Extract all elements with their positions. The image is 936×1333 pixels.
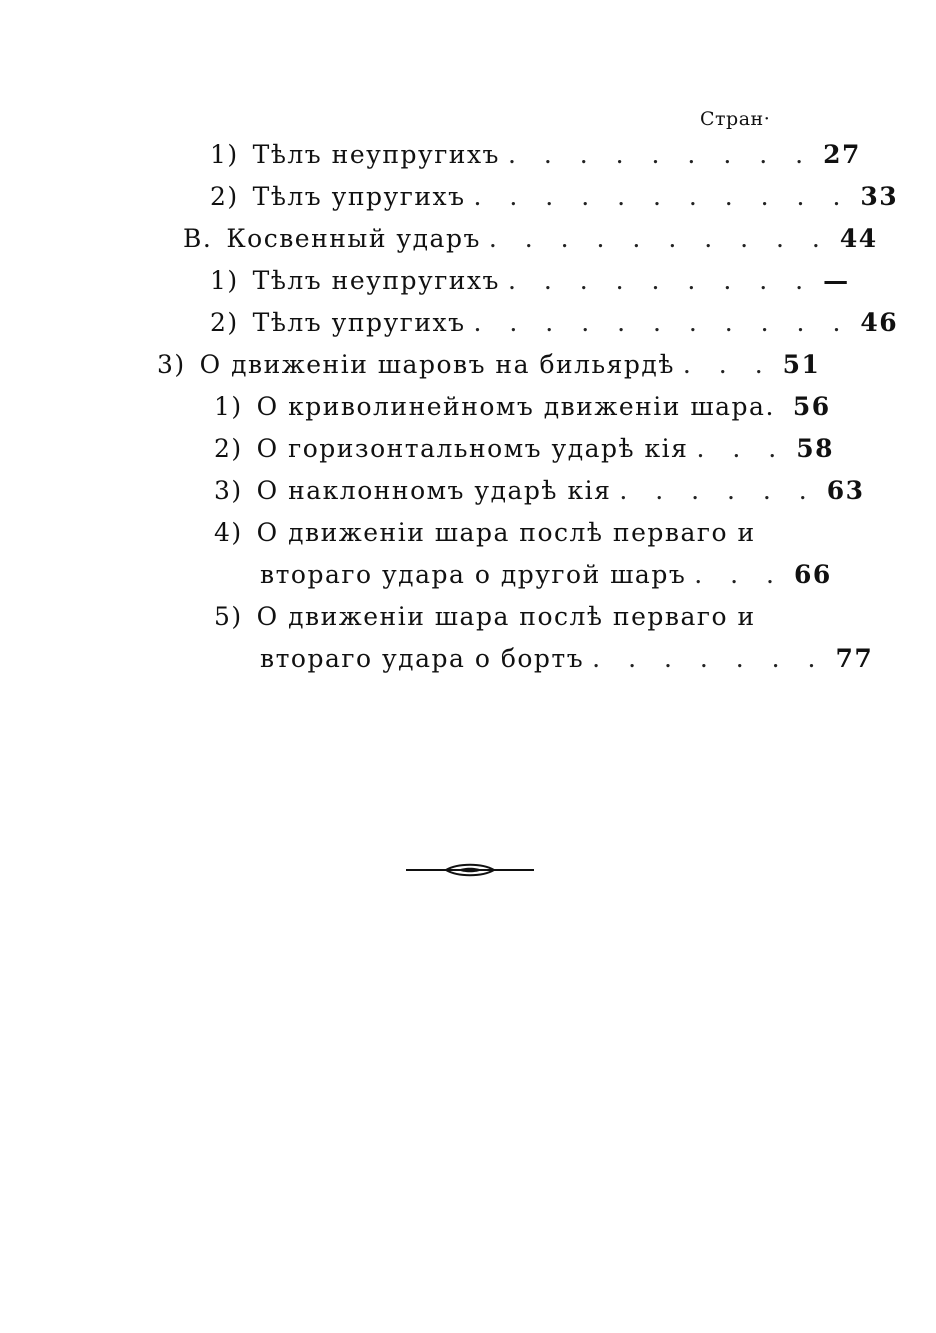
entry-page: 33	[860, 182, 899, 211]
entry-title: втораго удара о другой шаръ	[260, 560, 687, 589]
entry-number: 2)	[214, 434, 243, 463]
entry-title: Тѣлъ неупругихъ	[252, 140, 500, 169]
entry-leader: . . . . . . . . . . .	[473, 308, 851, 337]
entry-page: 66	[793, 560, 832, 589]
entry-title: втораго удара о бортъ	[260, 644, 585, 673]
entry-title: О движеніи шара послѣ перваго и	[256, 602, 756, 631]
toc-entry	[246, 644, 874, 684]
entry-leader: . . . . . .	[619, 476, 817, 505]
entry-number: 3)	[157, 350, 186, 379]
toc-entry	[157, 350, 821, 390]
entry-page: 77	[835, 644, 874, 673]
entry-title: Тѣлъ упругихъ	[252, 182, 466, 211]
ornament-divider	[406, 860, 534, 880]
entry-title: О горизонтальномъ ударѣ кія	[256, 434, 689, 463]
toc-entry	[210, 140, 861, 180]
toc-entry	[246, 560, 832, 600]
entry-leader: . . . . . . . . .	[507, 266, 814, 295]
entry-title: Тѣлъ неупругихъ	[252, 266, 500, 295]
entry-page: 27	[823, 140, 861, 169]
entry-title: Косвенный ударъ	[226, 224, 481, 253]
entry-leader: . . . . . . . . . . .	[473, 182, 851, 211]
entry-leader: . . .	[682, 350, 773, 379]
toc-entry	[214, 434, 834, 474]
entry-number: 5)	[214, 602, 243, 631]
entry-page: 44	[839, 224, 878, 253]
toc-entry	[210, 308, 899, 348]
entry-leader: . . . . . . . . . .	[488, 224, 830, 253]
entry-leader: . . . . . . .	[592, 644, 826, 673]
entry-number: 3)	[214, 476, 243, 505]
entry-page: 58	[796, 434, 834, 463]
entry-title: Тѣлъ упругихъ	[252, 308, 466, 337]
entry-title: О криволинейномъ движеніи шара.	[256, 392, 775, 421]
entry-leader: . . .	[694, 560, 784, 589]
toc-entry	[210, 182, 899, 222]
entry-page: 46	[860, 308, 899, 337]
entry-page: —	[823, 266, 850, 295]
toc-entry	[210, 266, 850, 306]
entry-page: 51	[782, 350, 821, 379]
entry-number: 1)	[214, 392, 243, 421]
toc-entry	[183, 224, 878, 264]
toc-entry	[214, 602, 780, 642]
toc-entry	[214, 392, 831, 432]
entry-title: О движеніи шаровъ на бильярдѣ	[199, 350, 675, 379]
entry-leader: . . .	[696, 434, 787, 463]
entry-number: 2)	[210, 308, 239, 337]
toc-entry	[214, 518, 780, 558]
entry-number: 1)	[210, 266, 239, 295]
entry-page: 63	[826, 476, 865, 505]
toc-entry	[214, 476, 865, 516]
entry-leader: . . . . . . . . .	[507, 140, 814, 169]
entry-number: 4)	[214, 518, 243, 547]
entry-title: О движеніи шара послѣ перваго и	[256, 518, 756, 547]
entry-number: B.	[183, 224, 213, 253]
entry-title: О наклонномъ ударѣ кія	[256, 476, 612, 505]
entry-number: 1)	[210, 140, 239, 169]
page-column-header: Стран·	[700, 108, 771, 130]
entry-number: 2)	[210, 182, 239, 211]
entry-page: 56	[792, 392, 831, 421]
